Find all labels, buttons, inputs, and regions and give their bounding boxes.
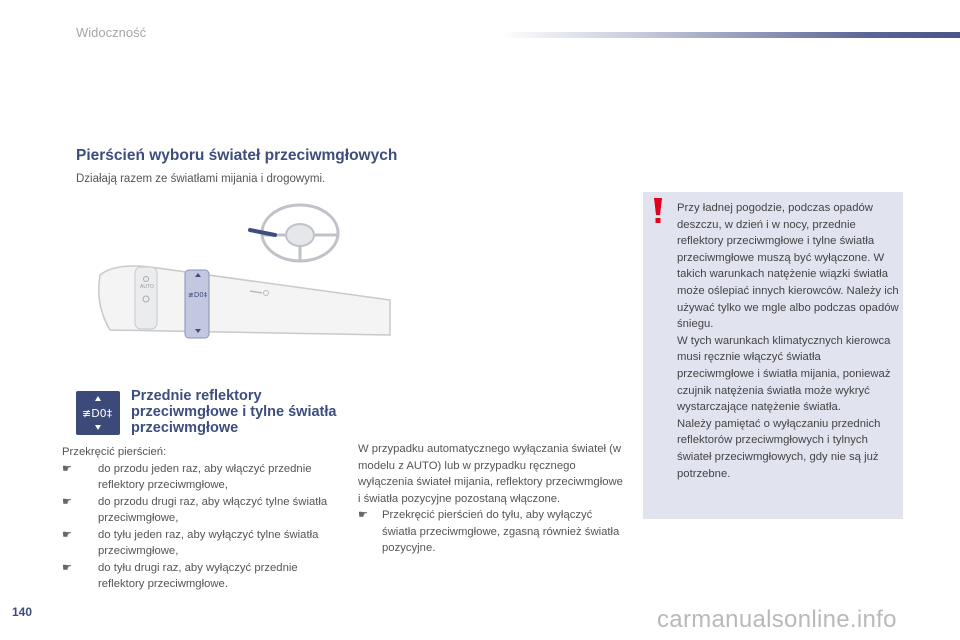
auto-paragraph: W przypadku automatycznego wyłączania świateł (w modelu z AUTO) lub w przypadku ręcznego wyłączenia świateł mijania, reflektory przeciwmgłowe i światła pozycyjne pozostaną włączone.	[358, 443, 623, 505]
stalk-body	[99, 266, 390, 338]
auto-instructions	[358, 441, 628, 557]
fog-intro: Przekręcić pierścień:	[62, 446, 167, 458]
fog-instructions	[62, 444, 347, 593]
exclamation-icon	[652, 198, 664, 224]
list-item: ☛ do tyłu drugi raz, aby wyłączyć przednie reflektory przeciwmgłowe.	[62, 561, 298, 590]
arrow-bullet-icon: ☛	[62, 528, 72, 541]
stalk-illustration	[90, 195, 400, 345]
arrow-bullet-icon: ☛	[62, 462, 72, 475]
watermark: carmanualsonline.info	[657, 606, 897, 633]
list-item: ☛ Przekręcić pierścień do tyłu, aby wyłączyć światła przeciwmgłowe, zgasną również światła pozycyjne.	[358, 509, 620, 554]
arrow-bullet-icon: ☛	[62, 495, 72, 508]
warning-paragraph: Przy ładnej pogodzie, podczas opadów deszczu, w dzień i w nocy, przednie reflektory przeciwmgłowe i tylne światła przeciwmgłowe muszą być wyłączone. W takich warunkach natężenie wiązki światła może oślepiać innych kierowców. Należy ich używać tylko we mgle albo podczas opadów śniegu.	[677, 202, 899, 331]
auto-steps-list	[358, 507, 628, 557]
list-item: ☛ do przodu drugi raz, aby włączyć tylne światła przeciwmgłowe,	[62, 495, 328, 524]
header-title: Widoczność	[76, 25, 147, 40]
page-number: 140	[12, 605, 33, 619]
ring-label: AUTO	[140, 284, 154, 290]
arrow-bullet-icon: ☛	[358, 509, 368, 521]
svg-text:≢D0‡: ≢D0‡	[188, 291, 208, 299]
list-item: ☛ do tyłu jeden raz, aby wyłączyć tylne światła przeciwmgłowe,	[62, 528, 319, 557]
stalk-pointer	[250, 230, 275, 235]
warning-text	[677, 200, 899, 482]
fog-lights-heading: Przednie reflektory przeciwmgłowe i tylne światła przeciwmgłowe	[131, 388, 337, 436]
warning-paragraph: W tych warunkach klimatycznych kierowca musi ręcznie włączyć światła przeciwmgłowe i światła mijania, ponieważ czujnik natężenia światła może wykryć wystarczające natężenie światła.	[677, 334, 891, 414]
section-title: Pierścień wyboru świateł przeciwmgłowych	[76, 147, 398, 164]
fog-steps-list	[62, 461, 347, 593]
svg-text:≢D0‡: ≢D0‡	[82, 407, 113, 420]
section-subtitle: Działają razem ze światłami mijania i drogowymi.	[76, 173, 326, 185]
header-bar	[500, 32, 960, 38]
list-item: ☛ do przodu jeden raz, aby włączyć przednie reflektory przeciwmgłowe,	[62, 462, 312, 491]
warning-paragraph: Należy pamiętać o wyłączaniu przednich reflektorów przeciwmgłowych i tylnych świateł przeciwmgłowych, gdy nie są już potrzebne.	[677, 417, 881, 480]
fog-light-icon	[76, 391, 120, 435]
arrow-bullet-icon: ☛	[62, 561, 72, 574]
